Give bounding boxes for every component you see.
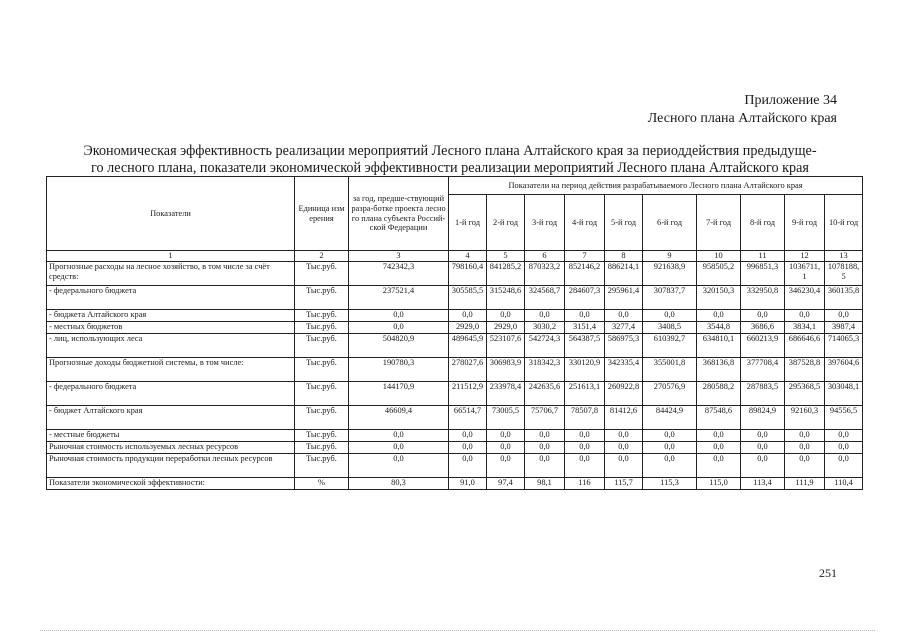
year-value-cell: 0,0 <box>643 454 697 478</box>
year-value-cell: 0,0 <box>525 454 565 478</box>
annex-doc: Лесного плана Алтайского края <box>647 111 837 126</box>
year-value-cell: 3987,4 <box>825 322 863 334</box>
prev-year-cell: 0,0 <box>349 310 449 322</box>
year-value-cell: 0,0 <box>449 430 487 442</box>
year-value-cell: 0,0 <box>785 430 825 442</box>
indicator-cell: - местные бюджеты <box>47 430 295 442</box>
year-value-cell: 0,0 <box>741 454 785 478</box>
year-value-cell: 841285,2 <box>487 262 525 286</box>
indicator-cell: Рыночная стоимость используемых лесных ресурсов <box>47 442 295 454</box>
column-number: 13 <box>825 251 863 262</box>
year-value-cell: 0,0 <box>825 310 863 322</box>
year-value-cell: 0,0 <box>605 310 643 322</box>
year-value-cell: 66514,7 <box>449 406 487 430</box>
header-year: 10-й год <box>825 195 863 251</box>
prev-year-cell: 742342,3 <box>349 262 449 286</box>
indicator-cell: - бюджет Алтайского края <box>47 406 295 430</box>
year-value-cell: 78507,8 <box>565 406 605 430</box>
indicator-cell: - местных бюджетов <box>47 322 295 334</box>
year-value-cell: 360135,8 <box>825 286 863 310</box>
year-value-cell: 0,0 <box>605 430 643 442</box>
year-value-cell: 0,0 <box>825 442 863 454</box>
table-row <box>47 262 863 286</box>
unit-cell: Тыс.руб. <box>295 454 349 478</box>
year-value-cell: 0,0 <box>643 310 697 322</box>
year-value-cell: 660213,9 <box>741 334 785 358</box>
year-value-cell: 870323,2 <box>525 262 565 286</box>
title-line-1: Экономическая эффективность реализации мероприятий Лесного плана Алтайского края за периоддействия предыдуще- <box>83 143 817 159</box>
column-number: 7 <box>565 251 605 262</box>
header-year: 5-й год <box>605 195 643 251</box>
prev-year-cell: 46609,4 <box>349 406 449 430</box>
year-value-cell: 3686,6 <box>741 322 785 334</box>
year-value-cell: 0,0 <box>605 442 643 454</box>
year-value-cell: 0,0 <box>697 430 741 442</box>
year-value-cell: 610392,7 <box>643 334 697 358</box>
year-value-cell: 3544,8 <box>697 322 741 334</box>
indicator-cell: - лиц, использующих леса <box>47 334 295 358</box>
year-value-cell: 97,4 <box>487 478 525 490</box>
table-row <box>47 430 863 442</box>
table-row <box>47 382 863 406</box>
column-number: 2 <box>295 251 349 262</box>
page-number: 251 <box>819 566 837 580</box>
prev-year-cell: 144170,9 <box>349 382 449 406</box>
year-value-cell: 586975,3 <box>605 334 643 358</box>
year-value-cell: 270576,9 <box>643 382 697 406</box>
year-value-cell: 287883,5 <box>741 382 785 406</box>
year-value-cell: 84424,9 <box>643 406 697 430</box>
year-value-cell: 111,9 <box>785 478 825 490</box>
year-value-cell: 0,0 <box>565 442 605 454</box>
year-value-cell: 0,0 <box>565 430 605 442</box>
year-value-cell: 355001,8 <box>643 358 697 382</box>
year-value-cell: 798160,4 <box>449 262 487 286</box>
header-year: 3-й год <box>525 195 565 251</box>
header-year: 2-й год <box>487 195 525 251</box>
unit-cell: Тыс.руб. <box>295 358 349 382</box>
year-value-cell: 318342,3 <box>525 358 565 382</box>
year-value-cell: 0,0 <box>785 310 825 322</box>
year-value-cell: 0,0 <box>449 454 487 478</box>
table-row <box>47 442 863 454</box>
year-value-cell: 211512,9 <box>449 382 487 406</box>
indicator-cell: Прогнозные расходы на лесное хозяйство, в том числе за счёт средств: <box>47 262 295 286</box>
header-year: 6-й год <box>643 195 697 251</box>
year-value-cell: 116 <box>565 478 605 490</box>
year-value-cell: 523107,6 <box>487 334 525 358</box>
indicator-cell: - бюджета Алтайского края <box>47 310 295 322</box>
year-value-cell: 91,0 <box>449 478 487 490</box>
year-value-cell: 0,0 <box>785 454 825 478</box>
year-value-cell: 110,4 <box>825 478 863 490</box>
year-value-cell: 92160,3 <box>785 406 825 430</box>
year-value-cell: 115,3 <box>643 478 697 490</box>
year-value-cell: 284607,3 <box>565 286 605 310</box>
prev-year-cell: 237521,4 <box>349 286 449 310</box>
year-value-cell: 0,0 <box>605 454 643 478</box>
column-number: 12 <box>785 251 825 262</box>
year-value-cell: 921638,9 <box>643 262 697 286</box>
year-value-cell: 113,4 <box>741 478 785 490</box>
table-row <box>47 310 863 322</box>
indicator-cell: - федерального бюджета <box>47 382 295 406</box>
table-row <box>47 334 863 358</box>
year-value-cell: 260922,8 <box>605 382 643 406</box>
prev-year-cell: 80,3 <box>349 478 449 490</box>
year-value-cell: 0,0 <box>697 442 741 454</box>
year-value-cell: 280588,2 <box>697 382 741 406</box>
year-value-cell: 233978,4 <box>487 382 525 406</box>
year-value-cell: 315248,6 <box>487 286 525 310</box>
year-value-cell: 0,0 <box>565 310 605 322</box>
year-value-cell: 0,0 <box>565 454 605 478</box>
year-value-cell: 387528,8 <box>785 358 825 382</box>
year-value-cell: 2929,0 <box>487 322 525 334</box>
year-value-cell: 0,0 <box>697 310 741 322</box>
unit-cell: Тыс.руб. <box>295 310 349 322</box>
header-year: 9-й год <box>785 195 825 251</box>
year-value-cell: 115,7 <box>605 478 643 490</box>
unit-cell: Тыс.руб. <box>295 382 349 406</box>
header-prev-year: за год, предше-ствующий разра-ботке проекта лесного плана субъекта Россий-ской Федерации <box>349 177 449 251</box>
year-value-cell: 564387,5 <box>565 334 605 358</box>
year-value-cell: 330120,9 <box>565 358 605 382</box>
header-year: 7-й год <box>697 195 741 251</box>
indicator-cell: Прогнозные доходы бюджетной системы, в том числе: <box>47 358 295 382</box>
unit-cell: Тыс.руб. <box>295 430 349 442</box>
year-value-cell: 0,0 <box>741 430 785 442</box>
year-value-cell: 1078188,5 <box>825 262 863 286</box>
year-value-cell: 634810,1 <box>697 334 741 358</box>
annex-header <box>648 92 837 128</box>
year-value-cell: 307837,7 <box>643 286 697 310</box>
year-value-cell: 1036711,1 <box>785 262 825 286</box>
year-value-cell: 324568,7 <box>525 286 565 310</box>
year-value-cell: 3030,2 <box>525 322 565 334</box>
year-value-cell: 0,0 <box>525 430 565 442</box>
year-value-cell: 305585,5 <box>449 286 487 310</box>
year-value-cell: 0,0 <box>741 442 785 454</box>
column-number: 3 <box>349 251 449 262</box>
column-number: 11 <box>741 251 785 262</box>
unit-cell: Тыс.руб. <box>295 262 349 286</box>
year-value-cell: 303048,1 <box>825 382 863 406</box>
year-value-cell: 75706,7 <box>525 406 565 430</box>
unit-cell: Тыс.руб. <box>295 286 349 310</box>
unit-cell: % <box>295 478 349 490</box>
year-value-cell: 397604,6 <box>825 358 863 382</box>
table-row <box>47 358 863 382</box>
year-value-cell: 489645,9 <box>449 334 487 358</box>
header-period: Показатели на период действия разрабатываемого Лесного плана Алтайского края <box>449 177 863 195</box>
year-value-cell: 89824,9 <box>741 406 785 430</box>
year-value-cell: 98,1 <box>525 478 565 490</box>
prev-year-cell: 0,0 <box>349 322 449 334</box>
year-value-cell: 0,0 <box>785 442 825 454</box>
year-value-cell: 3277,4 <box>605 322 643 334</box>
year-value-cell: 94556,5 <box>825 406 863 430</box>
column-number: 8 <box>605 251 643 262</box>
title-line-2: го лесного плана, показатели экономической эффективности реализации мероприятий Лесного плана Алтайского края <box>91 160 809 176</box>
table-row <box>47 478 863 490</box>
year-value-cell: 0,0 <box>449 310 487 322</box>
scan-edge <box>40 630 875 631</box>
year-value-cell: 0,0 <box>487 310 525 322</box>
unit-cell: Тыс.руб. <box>295 322 349 334</box>
indicator-cell: Рыночная стоимость продукции переработки лесных ресурсов <box>47 454 295 478</box>
year-value-cell: 0,0 <box>525 442 565 454</box>
header-unit: Единица измерения <box>295 177 349 251</box>
annex-number: Приложение 34 <box>744 93 837 108</box>
year-value-cell: 958505,2 <box>697 262 741 286</box>
column-number: 1 <box>47 251 295 262</box>
year-value-cell: 686646,6 <box>785 334 825 358</box>
prev-year-cell: 0,0 <box>349 430 449 442</box>
year-value-cell: 886214,1 <box>605 262 643 286</box>
year-value-cell: 377708,4 <box>741 358 785 382</box>
year-value-cell: 0,0 <box>449 442 487 454</box>
prev-year-cell: 0,0 <box>349 442 449 454</box>
year-value-cell: 295368,5 <box>785 382 825 406</box>
unit-cell: Тыс.руб. <box>295 334 349 358</box>
year-value-cell: 714065,3 <box>825 334 863 358</box>
efficiency-table <box>46 176 863 490</box>
column-number: 9 <box>643 251 697 262</box>
year-value-cell: 0,0 <box>643 442 697 454</box>
table-row <box>47 406 863 430</box>
year-value-cell: 306983,9 <box>487 358 525 382</box>
year-value-cell: 0,0 <box>697 454 741 478</box>
prev-year-cell: 0,0 <box>349 454 449 478</box>
year-value-cell: 0,0 <box>741 310 785 322</box>
year-value-cell: 3151,4 <box>565 322 605 334</box>
year-value-cell: 320150,3 <box>697 286 741 310</box>
year-value-cell: 852146,2 <box>565 262 605 286</box>
year-value-cell: 73005,5 <box>487 406 525 430</box>
year-value-cell: 115,0 <box>697 478 741 490</box>
column-number: 10 <box>697 251 741 262</box>
year-value-cell: 0,0 <box>643 430 697 442</box>
year-value-cell: 0,0 <box>825 454 863 478</box>
year-value-cell: 0,0 <box>525 310 565 322</box>
year-value-cell: 295961,4 <box>605 286 643 310</box>
unit-cell: Тыс.руб. <box>295 406 349 430</box>
year-value-cell: 81412,6 <box>605 406 643 430</box>
column-number: 6 <box>525 251 565 262</box>
year-value-cell: 3408,5 <box>643 322 697 334</box>
unit-cell: Тыс.руб. <box>295 442 349 454</box>
year-value-cell: 0,0 <box>487 430 525 442</box>
year-value-cell: 0,0 <box>487 454 525 478</box>
year-value-cell: 242635,6 <box>525 382 565 406</box>
column-number: 4 <box>449 251 487 262</box>
year-value-cell: 346230,4 <box>785 286 825 310</box>
prev-year-cell: 190780,3 <box>349 358 449 382</box>
header-year: 4-й год <box>565 195 605 251</box>
year-value-cell: 996851,3 <box>741 262 785 286</box>
table-row <box>47 286 863 310</box>
year-value-cell: 0,0 <box>487 442 525 454</box>
header-indicator: Показатели <box>47 177 295 251</box>
year-value-cell: 542724,3 <box>525 334 565 358</box>
year-value-cell: 342335,4 <box>605 358 643 382</box>
year-value-cell: 2929,0 <box>449 322 487 334</box>
indicator-cell: Показатели экономической эффективности: <box>47 478 295 490</box>
year-value-cell: 332950,8 <box>741 286 785 310</box>
header-year: 8-й год <box>741 195 785 251</box>
year-value-cell: 3834,1 <box>785 322 825 334</box>
indicator-cell: - федерального бюджета <box>47 286 295 310</box>
table-row <box>47 322 863 334</box>
year-value-cell: 0,0 <box>825 430 863 442</box>
year-value-cell: 251613,1 <box>565 382 605 406</box>
document-title <box>40 143 860 177</box>
year-value-cell: 87548,6 <box>697 406 741 430</box>
year-value-cell: 278027,6 <box>449 358 487 382</box>
year-value-cell: 368136,8 <box>697 358 741 382</box>
prev-year-cell: 504820,9 <box>349 334 449 358</box>
header-year: 1-й год <box>449 195 487 251</box>
column-number: 5 <box>487 251 525 262</box>
table-row <box>47 454 863 478</box>
